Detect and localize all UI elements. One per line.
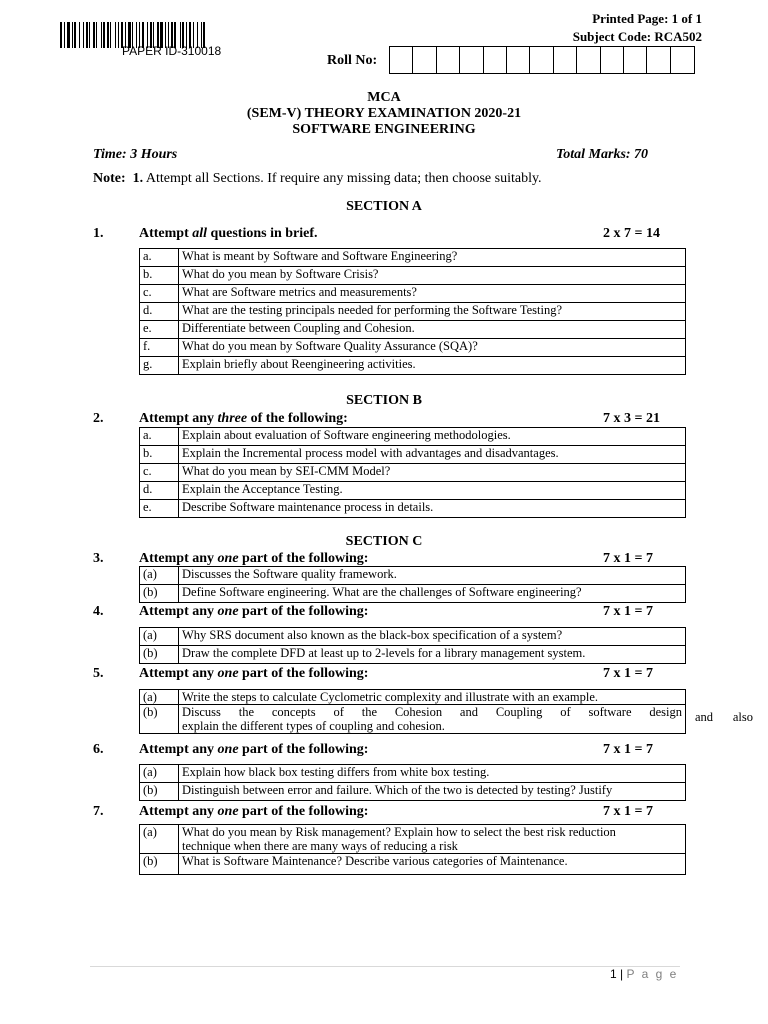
question-item <box>140 267 686 285</box>
item-label: e. <box>140 321 179 339</box>
question-instruction: Attempt any one part of the following: <box>139 551 369 566</box>
question-5-table <box>139 689 686 734</box>
item-text: What do you mean by Software Crisis? <box>179 267 686 285</box>
question-item <box>140 825 686 854</box>
barcode-bar <box>67 22 70 48</box>
question-item <box>140 428 686 446</box>
question-number: 6. <box>93 742 104 757</box>
item-label: e. <box>140 500 179 518</box>
barcode-bar <box>96 22 97 48</box>
item-label: c. <box>140 464 179 482</box>
roll-digit-box <box>530 47 553 73</box>
question-item <box>140 249 686 267</box>
barcode-bar <box>110 22 111 48</box>
item-text-line: explain the different types of coupling and cohesion. <box>182 719 445 733</box>
question-7-table <box>139 824 686 875</box>
paper-id: PAPER ID-310018 <box>122 44 222 58</box>
subject-title: SOFTWARE ENGINEERING <box>292 122 476 137</box>
roll-digit-box <box>671 47 694 73</box>
item-text-line: What do you mean by Risk management? Explain how to select the best risk reduction <box>182 825 616 839</box>
question-1-table <box>139 248 686 375</box>
roll-number-boxes <box>389 46 695 74</box>
barcode-bar <box>101 22 102 48</box>
time-allowed: Time: 3 Hours <box>93 147 178 162</box>
question-4-table <box>139 627 686 664</box>
question-number: 5. <box>93 666 104 681</box>
item-label: (a) <box>140 765 179 783</box>
question-item <box>140 585 686 603</box>
barcode-bar <box>83 22 84 48</box>
item-text: Discusses the Software quality framework. <box>179 567 686 585</box>
question-number: 4. <box>93 604 104 619</box>
page-footer <box>610 967 678 981</box>
barcode-bar <box>115 22 116 48</box>
question-item <box>140 285 686 303</box>
question-item <box>140 446 686 464</box>
item-text-overflow: and also <box>695 710 753 724</box>
barcode-bar <box>60 22 62 48</box>
question-item <box>140 339 686 357</box>
item-text <box>179 705 686 734</box>
item-label: a. <box>140 249 179 267</box>
question-marks: 7 x 1 = 7 <box>603 604 653 619</box>
roll-digit-box <box>554 47 577 73</box>
item-label: g. <box>140 357 179 375</box>
page-number: 1 <box>610 967 617 981</box>
question-3-table <box>139 566 686 603</box>
barcode-bar <box>72 22 73 48</box>
item-label: d. <box>140 303 179 321</box>
item-label: (a) <box>140 690 179 705</box>
question-item <box>140 646 686 664</box>
barcode-bar <box>79 22 80 48</box>
barcode-bar <box>89 22 90 48</box>
note-text: Attempt all Sections. If require any missing data; then choose suitably. <box>145 171 542 186</box>
roll-digit-box <box>624 47 647 73</box>
roll-digit-box <box>601 47 624 73</box>
question-item <box>140 628 686 646</box>
question-instruction: Attempt any three of the following: <box>139 411 348 426</box>
barcode-bar <box>103 22 105 48</box>
barcode-bar <box>118 22 119 48</box>
item-label: d. <box>140 482 179 500</box>
item-text: Describe Software maintenance process in details. <box>179 500 686 518</box>
item-label: (a) <box>140 628 179 646</box>
printed-page: Printed Page: 1 of 1 <box>592 11 702 26</box>
question-instruction: Attempt any one part of the following: <box>139 742 369 757</box>
question-item <box>140 783 686 801</box>
question-number: 7. <box>93 804 104 819</box>
footer-divider <box>90 966 680 967</box>
roll-digit-box <box>507 47 530 73</box>
question-item <box>140 321 686 339</box>
question-item <box>140 357 686 375</box>
roll-digit-box <box>647 47 670 73</box>
item-text: What is meant by Software and Software Engineering? <box>179 249 686 267</box>
barcode-bar <box>64 22 65 48</box>
section-b-heading: SECTION B <box>346 393 422 408</box>
item-text: Explain briefly about Reengineering activities. <box>179 357 686 375</box>
question-item <box>140 765 686 783</box>
item-text-line: Discuss the concepts of the Cohesion and Coupling of software design <box>182 705 682 719</box>
item-label: (b) <box>140 854 179 875</box>
question-6-table <box>139 764 686 801</box>
question-item <box>140 705 686 734</box>
page-separator: | <box>620 967 624 981</box>
question-item <box>140 500 686 518</box>
printed-info <box>573 10 702 46</box>
roll-digit-box <box>484 47 507 73</box>
item-text: What are the testing principals needed for performing the Software Testing? <box>179 303 686 321</box>
question-item <box>140 854 686 875</box>
question-marks: 7 x 1 = 7 <box>603 742 653 757</box>
item-label: (b) <box>140 646 179 664</box>
item-text: Define Software engineering. What are the challenges of Software engineering? <box>179 585 686 603</box>
question-item <box>140 690 686 705</box>
question-marks: 7 x 3 = 21 <box>603 411 660 426</box>
item-text: Draw the complete DFD at least up to 2-levels for a library management system. <box>179 646 686 664</box>
item-text: Explain the Incremental process model with advantages and disadvantages. <box>179 446 686 464</box>
item-text: Differentiate between Coupling and Cohesion. <box>179 321 686 339</box>
item-label: (b) <box>140 705 179 734</box>
question-item <box>140 303 686 321</box>
item-label: b. <box>140 446 179 464</box>
note <box>93 171 542 187</box>
question-item <box>140 482 686 500</box>
question-instruction: Attempt any one part of the following: <box>139 666 369 681</box>
item-label: b. <box>140 267 179 285</box>
roll-digit-box <box>390 47 413 73</box>
item-label: a. <box>140 428 179 446</box>
question-number: 1. <box>93 226 104 241</box>
item-text: Explain the Acceptance Testing. <box>179 482 686 500</box>
note-number: 1. <box>132 171 144 186</box>
question-2-table <box>139 427 686 518</box>
item-text: Explain how black box testing differs from white box testing. <box>179 765 686 783</box>
item-text: Distinguish between error and failure. Which of the two is detected by testing? Justify <box>179 783 686 801</box>
program-title: MCA <box>367 90 401 105</box>
barcode-bar <box>86 22 88 48</box>
item-text: What do you mean by Software Quality Assurance (SQA)? <box>179 339 686 357</box>
question-marks: 7 x 1 = 7 <box>603 804 653 819</box>
question-item <box>140 567 686 585</box>
note-label: Note: <box>93 171 126 186</box>
roll-digit-box <box>413 47 436 73</box>
question-marks: 7 x 1 = 7 <box>603 666 653 681</box>
item-label: c. <box>140 285 179 303</box>
question-instruction: Attempt any one part of the following: <box>139 804 369 819</box>
item-text <box>179 825 686 854</box>
barcode-bar <box>107 22 109 48</box>
item-text-line: technique when there are many ways of reducing a risk <box>182 839 458 853</box>
section-c-heading: SECTION C <box>345 534 423 549</box>
question-marks: 7 x 1 = 7 <box>603 551 653 566</box>
barcode-bar <box>93 22 95 48</box>
question-marks: 2 x 7 = 14 <box>603 226 660 241</box>
question-number: 2. <box>93 411 104 426</box>
item-text: Why SRS document also known as the black-box specification of a system? <box>179 628 686 646</box>
question-instruction: Attempt all questions in brief. <box>139 226 318 241</box>
roll-number-label: Roll No: <box>327 53 378 68</box>
roll-digit-box <box>460 47 483 73</box>
question-item <box>140 464 686 482</box>
item-label: (b) <box>140 585 179 603</box>
item-label: (a) <box>140 825 179 854</box>
item-label: f. <box>140 339 179 357</box>
roll-digit-box <box>577 47 600 73</box>
item-text: Write the steps to calculate Cyclometric complexity and illustrate with an example. <box>179 690 686 705</box>
question-number: 3. <box>93 551 104 566</box>
barcode-bar <box>74 22 76 48</box>
question-instruction: Attempt any one part of the following: <box>139 604 369 619</box>
subject-code: Subject Code: RCA502 <box>572 29 702 44</box>
total-marks: Total Marks: 70 <box>556 147 649 162</box>
item-label: (b) <box>140 783 179 801</box>
exam-title: (SEM-V) THEORY EXAMINATION 2020-21 <box>246 106 522 121</box>
item-text: What do you mean by SEI-CMM Model? <box>179 464 686 482</box>
item-text: What is Software Maintenance? Describe various categories of Maintenance. <box>179 854 686 875</box>
item-text: Explain about evaluation of Software engineering methodologies. <box>179 428 686 446</box>
item-label: (a) <box>140 567 179 585</box>
roll-digit-box <box>437 47 460 73</box>
page-word: P a g e <box>626 967 679 981</box>
item-text: What are Software metrics and measurements? <box>179 285 686 303</box>
section-a-heading: SECTION A <box>346 199 422 214</box>
